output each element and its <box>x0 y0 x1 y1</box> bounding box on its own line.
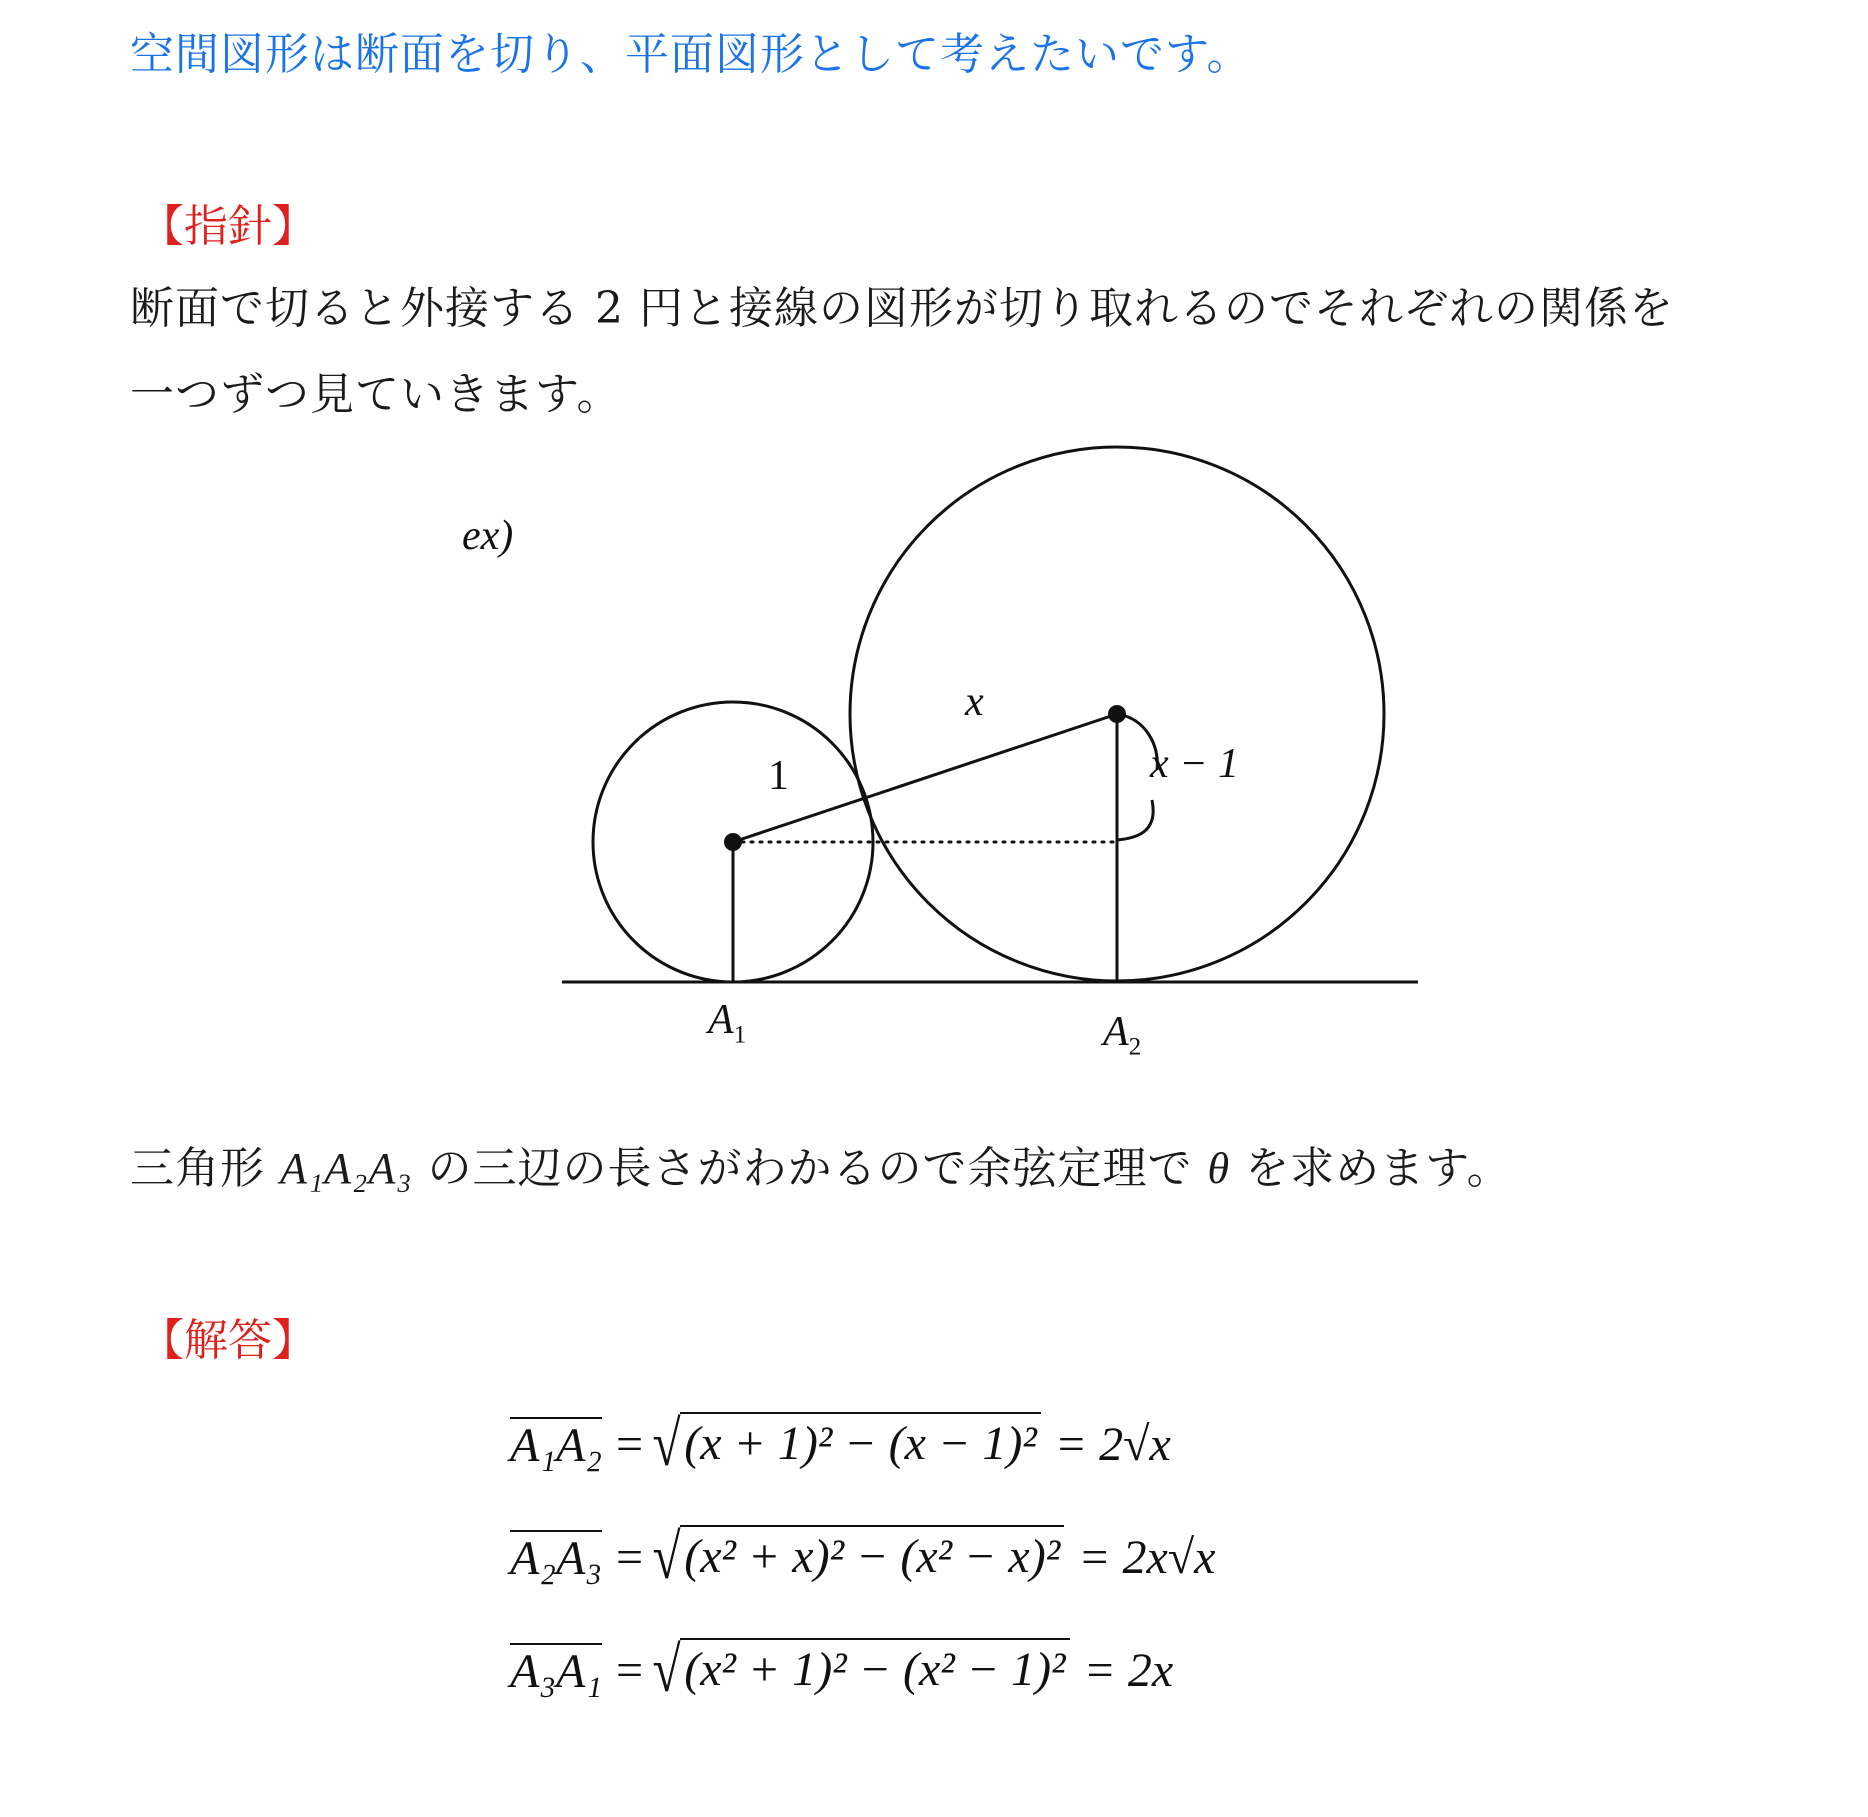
guideline-heading: 【指針】 <box>140 201 316 252</box>
guideline-line-1: 断面で切ると外接する 2 円と接線の図形が切り取れるのでそれぞれの関係を <box>130 283 1674 334</box>
segment-A3A1: A₃A₁ <box>510 1644 603 1698</box>
center-line <box>733 714 1117 842</box>
segment-A1A2: A₁A₂ <box>510 1418 603 1472</box>
small-center-point <box>724 833 742 851</box>
radicand-2: (x² + x)² − (x² − x)² <box>680 1525 1064 1589</box>
equation-A2A3: A₂A₃ = √ (x² + x)² − (x² − x)² = 2x√x <box>510 1521 1216 1592</box>
label-A2: $A_2$ <box>1103 1009 1142 1061</box>
theta-symbol: θ <box>1207 1144 1231 1193</box>
equation-A1A2: A₁A₂ = √ (x + 1)² − (x − 1)² = 2√x <box>510 1408 1171 1479</box>
label-1: 1 <box>768 753 789 799</box>
figure-ex-label: ex) <box>462 513 514 559</box>
intro-text: 空間図形は断面を切り、平面図形として考えたいです。 <box>130 29 1252 80</box>
label-x-minus-1: x − 1 <box>1150 741 1239 787</box>
equation-A3A1: A₃A₁ = √ (x² + 1)² − (x² − 1)² = 2x <box>510 1634 1174 1705</box>
segment-A2A3: A₂A₃ <box>510 1531 603 1585</box>
radicand-3: (x² + 1)² − (x² − 1)² <box>680 1638 1069 1702</box>
result-2: = 2x√x <box>1078 1530 1216 1584</box>
sqrt-icon: √ <box>652 1634 681 1705</box>
result-3: = 2x <box>1083 1643 1174 1697</box>
explanation-text: 三角形 A₁A₂A₃ の三辺の長さがわかるので余弦定理で θ を求めます。 <box>130 1143 1512 1194</box>
answer-heading: 【解答】 <box>140 1315 316 1366</box>
sqrt-icon: √ <box>652 1521 681 1592</box>
guideline-line-2: 一つずつ見ていきます。 <box>130 369 622 420</box>
result-1: = 2√x <box>1054 1417 1171 1471</box>
radicand-1: (x + 1)² − (x − 1)² <box>680 1412 1041 1476</box>
large-center-point <box>1108 705 1126 723</box>
label-x: x <box>965 679 984 725</box>
label-A1: $A_1$ <box>708 997 747 1049</box>
sqrt-icon: √ <box>652 1408 681 1479</box>
triangle-name: A₁A₂A₃ <box>280 1144 413 1193</box>
